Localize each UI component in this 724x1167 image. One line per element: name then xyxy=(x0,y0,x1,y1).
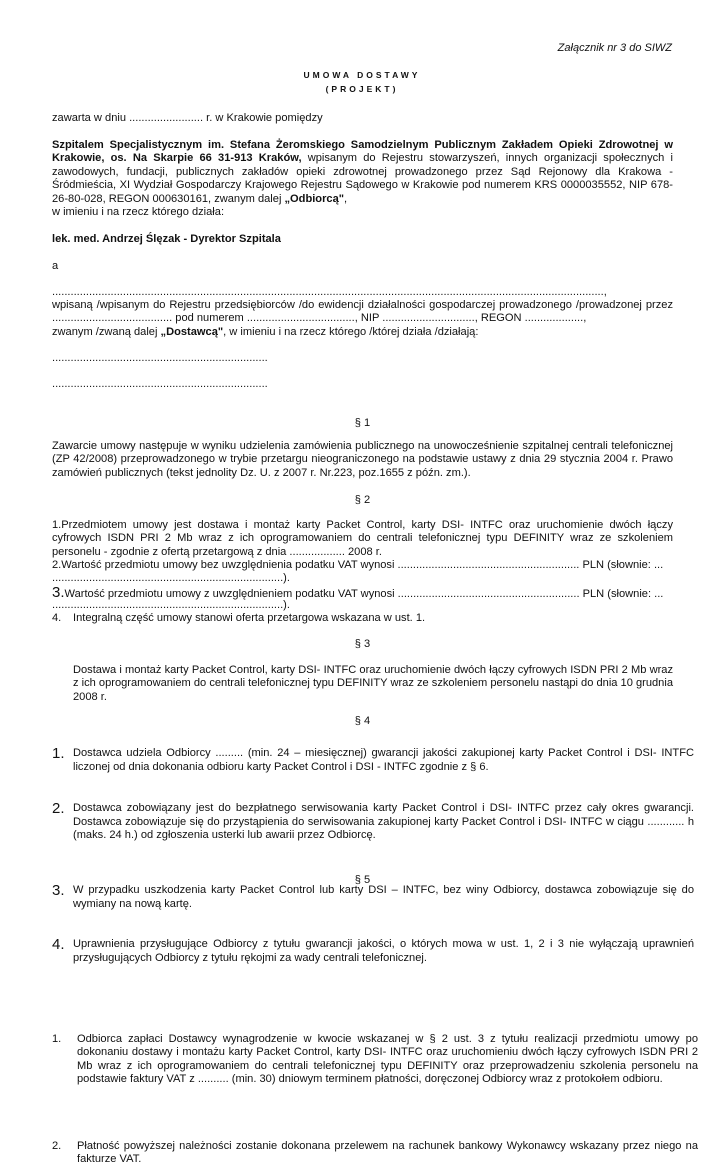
buyer-alias: „Odbiorcą" xyxy=(284,192,345,205)
annex-label: Załącznik nr 3 do SIWZ xyxy=(557,42,672,54)
supplier-representative-2: ...................................................................... xyxy=(52,378,268,390)
section-4-item-3-text: W przypadku uszkodzenia karty Packet Control lub karty DSI – INTFC, bez winy Odbiorcy, dostawca zobowiązuje się do wymiany na nową kartę. xyxy=(73,884,694,910)
section-2-item-2-line-2: ...........................................................................). xyxy=(52,572,290,584)
section-4-item-1-text: Dostawca udziela Odbiorcy ......... (min. 24 – miesięcznej) gwarancji jakości zakupionej karty Packet Control i DSI- INTFC liczonej od dnia dokonania odbioru karty Packet Control i DSI - INTFC zgodnie z § 6. xyxy=(73,747,694,773)
intro-line: zawarta w dniu ........................ r. w Krakowie pomiędzy xyxy=(52,112,323,124)
buyer-comma: , xyxy=(344,192,348,205)
section-4-item-3-number: 3. xyxy=(52,882,65,900)
buyer-paragraph xyxy=(52,139,673,219)
supplier-alias-prefix: zwanym /zwaną dalej xyxy=(52,326,161,338)
section-2-item-3-number: 3. xyxy=(52,586,65,601)
section-3-heading: § 3 xyxy=(354,638,371,650)
supplier-name-blank: ..................................................................................................................................................................................., xyxy=(52,286,607,298)
section-2-item-1: 1.Przedmiotem umowy jest dostawa i montaż karty Packet Control, karty DSI- INTFC oraz uruchomienie dwóch łączy cyfrowych ISDN PRI 2 Mb wraz z ich oprogramowaniem do centrali telefonicznej typu DEFINITY wraz ze szkoleniem personelu - zgodnie z ofertą przetargową z dnia .................. 2008 r. xyxy=(52,519,673,558)
director-line: lek. med. Andrzej Ślęzak - Dyrektor Szpitala xyxy=(52,233,281,245)
section-4-item-3 xyxy=(52,884,694,911)
section-2-item-4 xyxy=(52,612,694,625)
section-4-item-1-number: 1. xyxy=(52,745,65,763)
section-5-item-1 xyxy=(52,1033,698,1087)
buyer-represented-by: w imieniu i na rzecz którego działa: xyxy=(52,206,225,219)
section-4-item-1 xyxy=(52,747,694,774)
section-5-item-2-text: Płatność powyższej należności zostanie dokonana przelewem na rachunek bankowy Wykonawcy wskazany przez niego na fakturze VAT. xyxy=(77,1139,698,1166)
buyer-name: Szpitalem Specjalistycznym im. Stefana Żeromskiego Samodzielnym Publicznym Zakładem Opieki Zdrowotnej w Krakowie, os. Na Skarpie 66 31-913 Kraków, xyxy=(52,139,673,165)
section-5-item-1-number: 1. xyxy=(52,1033,62,1046)
section-5-heading: § 5 xyxy=(354,874,371,886)
section-2-item-2-line-1: 2.Wartość przedmiotu umowy bez uwzględnienia podatku VAT wynosi ........................................................... PLN (słownie: ... xyxy=(52,559,664,571)
section-2-item-4-number: 4. xyxy=(52,612,62,624)
section-5-item-2 xyxy=(52,1140,698,1167)
and-word: a xyxy=(52,260,59,272)
section-2-item-3-text: Wartość przedmiotu umowy z uwzględnieniem podatku VAT wynosi ........................................................... PLN (słownie: ... xyxy=(64,588,664,600)
section-3-text: Dostawa i montaż karty Packet Control, karty DSI- INTFC oraz uruchomienie dwóch łączy cyfrowych ISDN PRI 2 Mb wraz z ich oprogramowaniem do centrali telefonicznej typu DEFINITY wraz ze szkoleniem personelu nastąpi do dnia 10 grudnia 2008 r. xyxy=(73,664,673,703)
section-1-text: Zawarcie umowy następuje w wyniku udzielenia zamówienia publicznego na unowocześnienie szpitalnej centrali telefonicznej (ZP 42/2008) przeprowadzonego w trybie przetargu nieograniczonego na podstawie ustawy z dnia 29 stycznia 2004 r. Prawo zamówień publicznych (tekst jednolity Dz. U. z 2007 r. Nr.223, poz.1655 z późn. zm.). xyxy=(52,440,673,479)
section-4-heading: § 4 xyxy=(354,715,371,727)
section-2-heading: § 2 xyxy=(354,494,371,506)
supplier-alias-suffix: , w imieniu i na rzecz którego /której działa /działają: xyxy=(223,326,479,338)
supplier-representative-1: ...................................................................... xyxy=(52,352,268,364)
section-4-item-4-number: 4. xyxy=(52,936,65,954)
section-2-item-3-line-2: ...........................................................................). xyxy=(52,599,290,611)
section-4-item-4 xyxy=(52,938,694,965)
section-4-item-2-number: 2. xyxy=(52,800,65,818)
section-1-heading: § 1 xyxy=(354,417,371,429)
section-4-item-4-text: Uprawnienia przysługujące Odbiorcy z tytułu gwarancji jakości, o których mowa w ust. 1, 2 i 3 nie wyłączają uprawnień przysługujących Odbiorcy z tytułu rękojmi za wady centrali telefonicznej. xyxy=(73,938,694,964)
title-line-1: UMOWA DOSTAWY xyxy=(303,70,421,80)
section-4-item-2 xyxy=(52,802,694,842)
section-5-item-2-number: 2. xyxy=(52,1139,62,1152)
supplier-registration: wpisaną /wpisanym do Rejestru przedsiębiorców /do ewidencji działalności gospodarczej prowadzonego /prowadzonej przez ....................................... pod numerem ..................................., NIP .............................., REGON ..................., xyxy=(52,299,673,325)
buyer-registration: wpisanym do Rejestru stowarzyszeń, innych organizacji społecznych i zawodowych, fundacji, publicznych zakładów opieki zdrowotnej prowadzonego przez Sąd Rejonowy dla Krakowa - Śródmieścia, XI Wydział Gospodarczy Krajowego Rejestru Sądowego w Krakowie pod numerem KRS 0000035552, NIP 678-26-80-028, REGON 000630161, zwanym dalej xyxy=(52,152,673,205)
section-2-item-4-text: Integralną część umowy stanowi oferta przetargowa wskazana w ust. 1. xyxy=(73,612,426,624)
supplier-alias-line xyxy=(52,326,673,339)
supplier-alias: „Dostawcą" xyxy=(160,326,224,338)
section-4-item-2-text: Dostawca zobowiązany jest do bezpłatnego serwisowania karty Packet Control i DSI- INTFC przez cały okres gwarancji. Dostawca zobowiązuje się do przystąpienia do serwisowania zakupionej karty Packet Control i DSI- INTFC w ciągu ............ h (maks. 24 h.) od zgłoszenia usterki lub awarii przez Odbiorcę. xyxy=(73,802,694,842)
title-line-2: (PROJEKT) xyxy=(325,84,399,94)
document-title xyxy=(0,68,724,96)
section-5-item-1-text: Odbiorca zapłaci Dostawcy wynagrodzenie w kwocie wskazanej w § 2 ust. 3 z tytułu realizacji przedmiotu umowy po dokonaniu dostawy i montażu karty Packet Control, karty DSI- INTFC oraz uruchomieniu dwóch łączy cyfrowych ISDN PRI 2 Mb wraz z ich oprogramowaniem do centrali telefonicznej typu DEFINITY oraz przeprowadzeniu szkolenia personelu na podstawie faktury VAT z .......... (min. 30) dniowym terminem płatności, doręczonej Odbiorcy wraz z protokołem odbioru. xyxy=(77,1033,698,1086)
